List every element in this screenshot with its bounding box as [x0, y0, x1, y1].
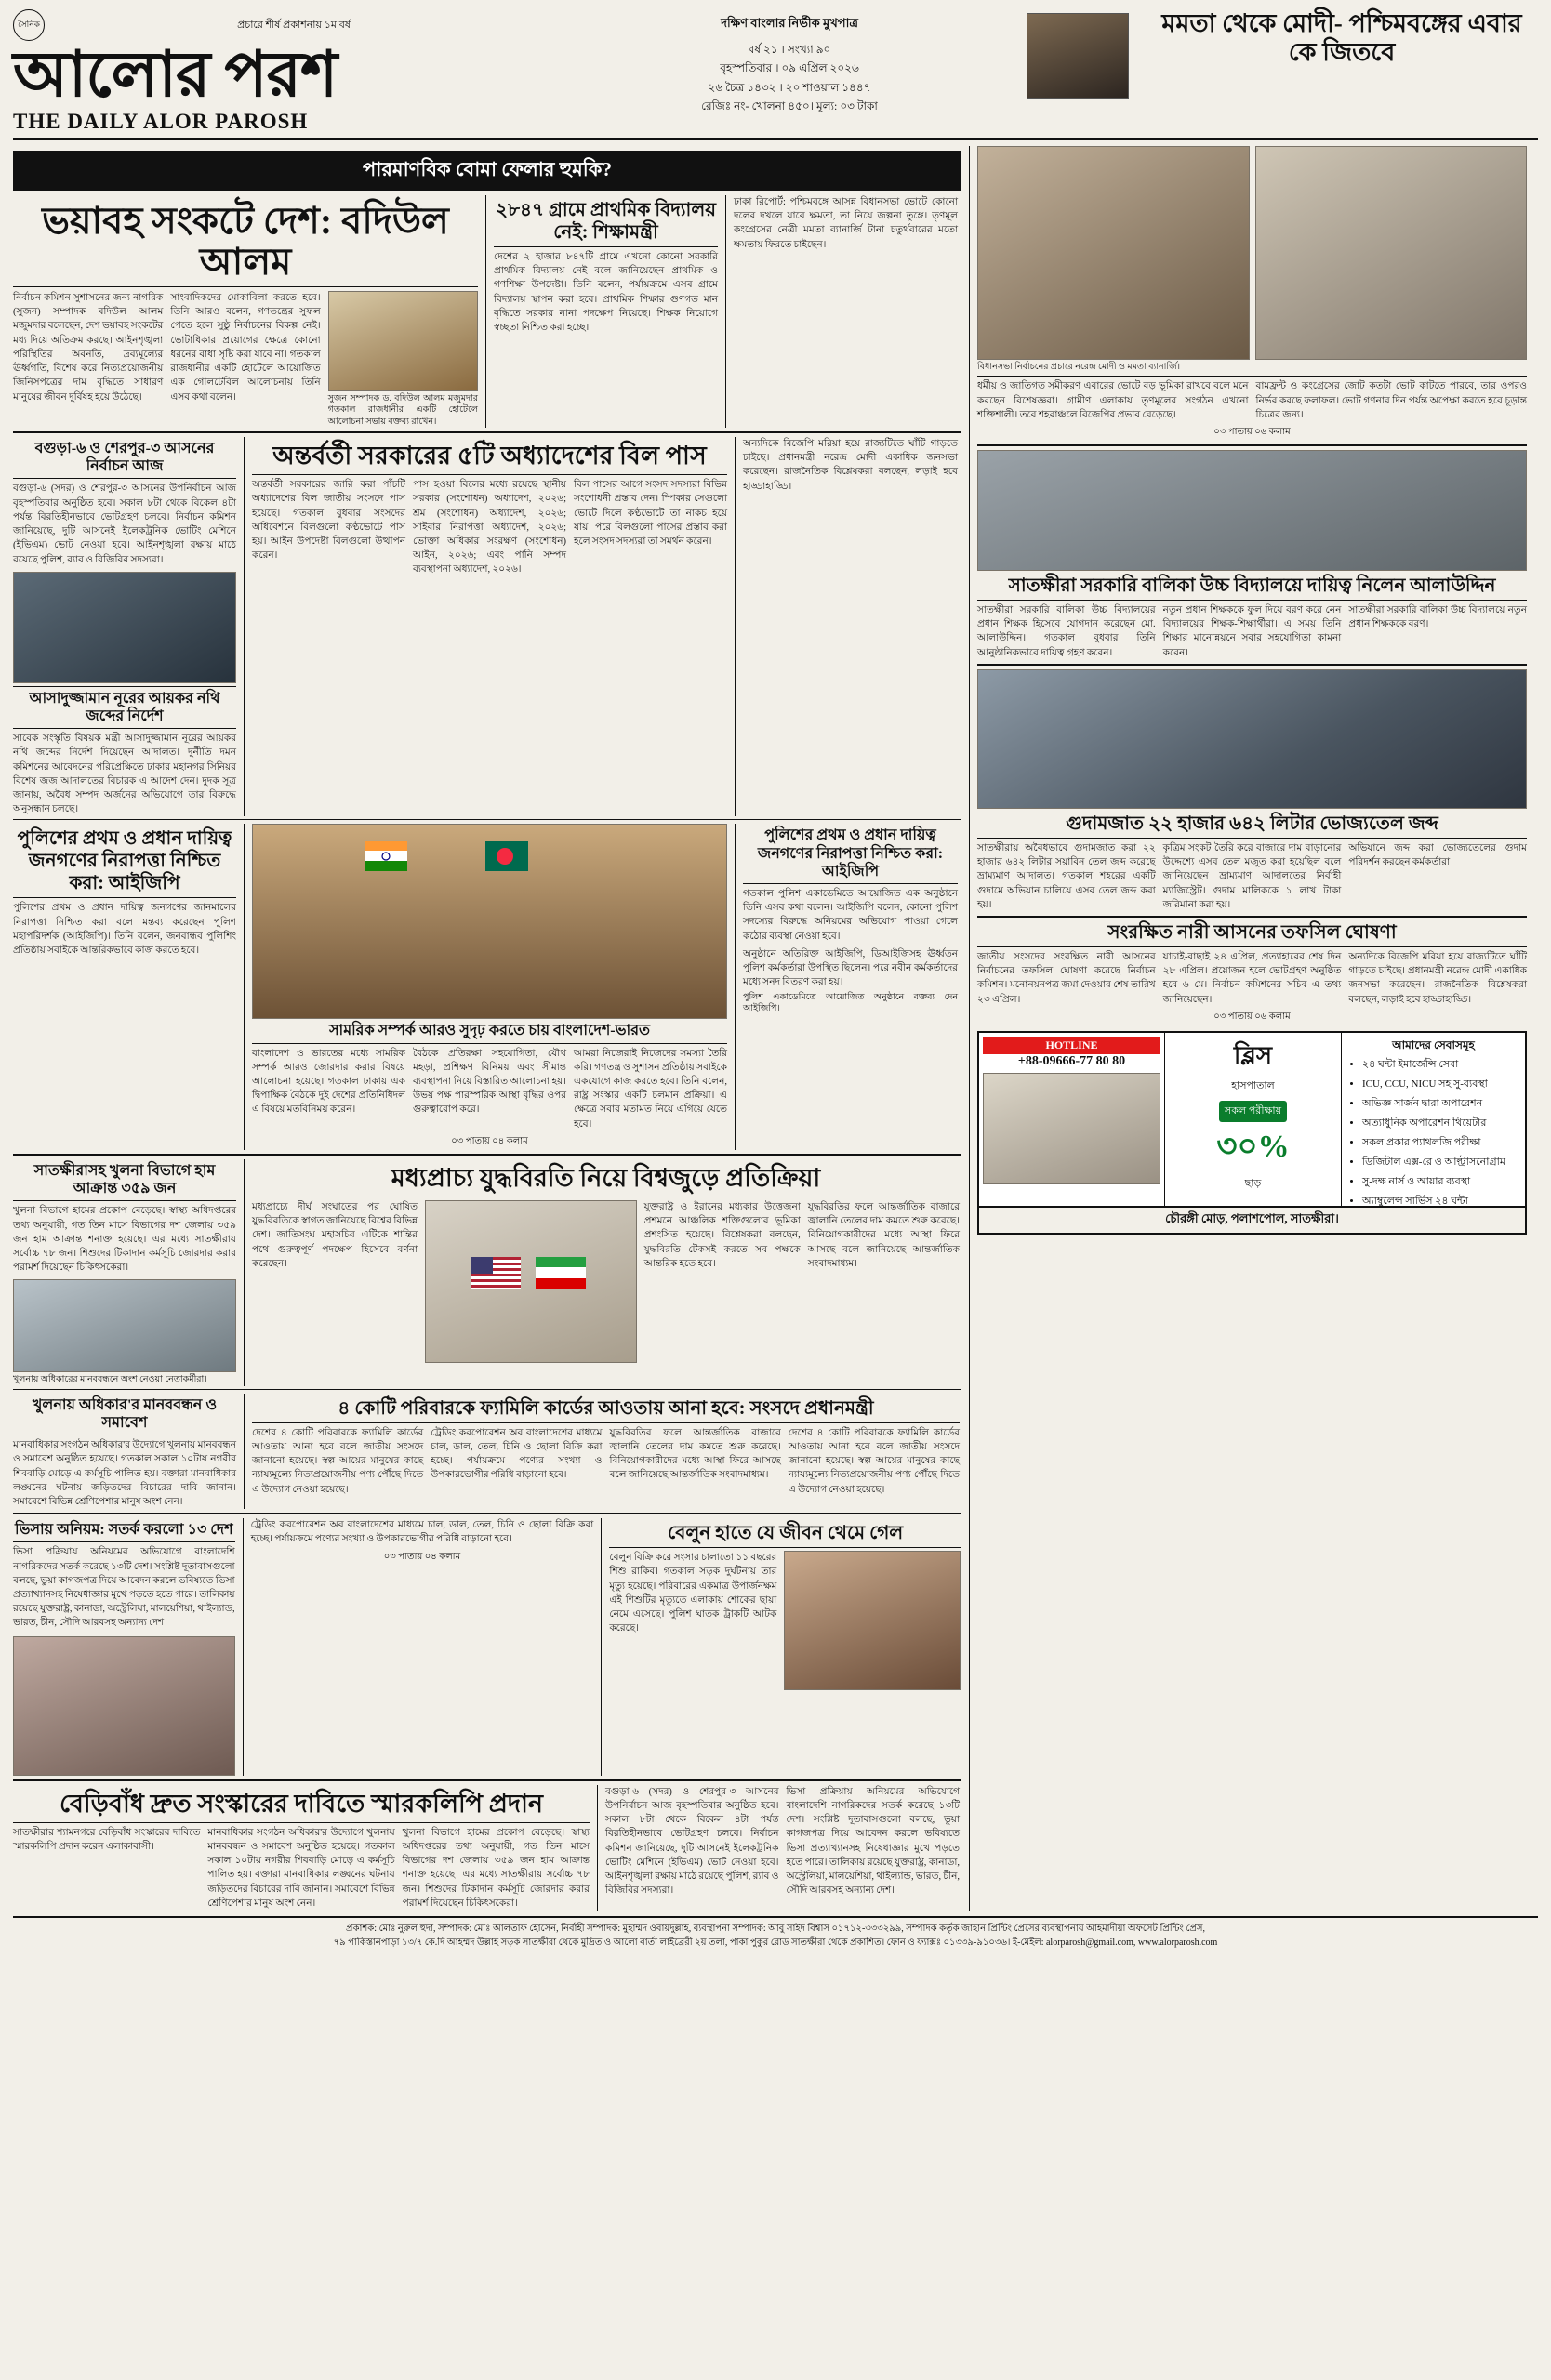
right-lead-text	[725, 195, 958, 428]
ad-services-list	[1349, 1056, 1518, 1210]
iran-flag-icon	[536, 1257, 586, 1289]
embankment-col-1: সাতক্ষীরার শ্যামনগরে বেড়িবাঁধ সংস্কারের দাবিতে স্মারকলিপি প্রদান করেন এলাকাবাসী।	[13, 1827, 201, 1852]
footer-line-1: প্রকাশক: মোঃ নুরুল হুদা, সম্পাদক: মোঃ আলতাফ হোসেন, নির্বাহী সম্পাদক: মুহাম্মদ ওবায়দুল্লাহ, ব্যবস্থাপনা সম্পাদক: আবু সাইদ বিশ্বাস ০১৭১২-৩৩৩২৯৯, সম্পাদক কর্তৃক জাহান প্রিন্টিং প্রেসের ব্যবস্থাপনায় আহমাদীয়া অফসেট প্রিন্টিং প্রেস,	[346, 1924, 1205, 1935]
reserved-tail: ০৩ পাতায় ০৬ কলাম	[1213, 1011, 1291, 1022]
police-sub-headline: পুলিশের প্রথম ও প্রধান দায়িত্ব জনগণের নিরাপত্তা নিশ্চিত করা: আইজিপি	[757, 827, 944, 879]
mideast-story	[244, 1159, 960, 1386]
measles-headline: সাতক্ষীরাসহ খুলনা বিভাগে হাম আক্রান্ত ৩৫৯ জন	[33, 1162, 216, 1197]
india-bangladesh-story	[244, 824, 727, 1150]
ad-brand-block	[1165, 1033, 1342, 1206]
visa-headline: ভিসায় অনিয়ম: সতর্ক করলো ১৩ দেশ	[14, 1522, 233, 1539]
masthead-tagline: দক্ষিণ বাংলার নির্ভীক মুখপাত্র	[721, 16, 858, 30]
masthead-date: বৃহস্পতিবার । ০৯ এপ্রিল ২০২৬	[720, 61, 859, 75]
bangladesh-flag-icon	[485, 841, 528, 871]
masthead-title-bn: আলোর পরশ	[13, 39, 338, 110]
family-extra-body: ট্রেডিং করপোরেশন অব বাংলাদেশের মাধ্যমে চাল, ডাল, তেল, চিনি ও ছোলা বিক্রি করা হচ্ছে। পর্যায়ক্রমে পণ্যের সংখ্যা ও উপকারভোগীর পরিধি বাড়ানো হবে।	[250, 1520, 594, 1545]
visa-story	[13, 1518, 235, 1776]
lead-col-2: সাংবাদিকদের মোকাবিলা করতে হবে। তিনি আরও বলেন, গণতন্ত্রের সুফল পেতে হলে সুষ্ঠু নির্বাচনের বিকল্প নেই। ভোটাধিকার প্রয়োগের ক্ষেত্রে কোনো ধরনের বাধা সৃষ্টি করা যাবে না। গতকাল রাজধানীর একটি হোটেলে আয়োজিত এক গোলটেবিল আলোচনায় তিনি এসব কথা বলেন।	[170, 293, 321, 403]
police-col-3: অনুষ্ঠানে অতিরিক্ত আইজিপি, ডিআইজিসহ ঊর্ধ্বতন পুলিশ কর্মকর্তারা উপস্থিত ছিলেন। পরে নবীন কর্মকর্তাদের মধ্যে সনদ বিতরণ করা হয়।	[743, 948, 958, 988]
satkhira-school-headline: সাতক্ষীরা সরকারি বালিকা উচ্চ বিদ্যালয়ে দায়িত্ব নিলেন আলাউদ্দিন	[1008, 575, 1496, 596]
india-col-1: বাংলাদেশ ও ভারতের মধ্যে সামরিক সম্পর্ক আরও জোরদার করার বিষয়ে আলোচনা হয়েছে। গতকাল ঢাকায় এক দ্বিপাক্ষিক বৈঠকে দুই দেশের প্রতিনিধিদল এ বিষয়ে মতবিনিময় করেন।	[252, 1048, 405, 1116]
wb-photo-caption: বিধানসভা নির্বাচনের প্রচারে নরেন্দ্র মোদী ও মমতা ব্যানার্জি।	[977, 363, 1181, 372]
wb-election-photos	[977, 146, 1527, 360]
women-group-photo	[13, 1636, 235, 1776]
india-flag-icon	[365, 841, 407, 871]
bogura-body: বগুড়া-৬ (সদর) ও শেরপুর-৩ আসনের উপনির্বাচন আজ বৃহস্পতিবার অনুষ্ঠিত হবে। সকাল ৮টা থেকে বিকেল ৪টা পর্যন্ত বিরতিহীনভাবে ভোটগ্রহণ চলবে। নির্বাচন কমিশন জানিয়েছে, দুটি আসনেই ইলেকট্রনিক ভোটিং মেশিনে (ইভিএম) ভোট নেওয়া হবে। আইনশৃঙ্খলা রক্ষায় মাঠে রয়েছে পুলিশ, র‍্যাব ও বিজিবির সদস্যরা।	[13, 483, 236, 565]
embankment-headline: বেড়িবাঁধ দ্রুত সংস্কারের দাবিতে স্মারকলিপি প্রদান	[59, 1789, 544, 1818]
right-lead-col-1: ঢাকা রিপোর্ট: পশ্চিমবঙ্গে আসন্ন বিধানসভা ভোটে কোনো দলের দখলে যাবে ক্ষমতা, তা নিয়ে জল্পনা তুঙ্গে। তৃণমূল কংগ্রেসের নেত্রী মমতা ব্যানার্জি টানা চতুর্থবারের মতো ক্ষমতায় ফিরতে চাইছেন।	[734, 197, 958, 250]
lead-story	[13, 195, 478, 428]
india-col-2: বৈঠকে প্রতিরক্ষা সহযোগিতা, যৌথ মহড়া, প্রশিক্ষণ বিনিময় এবং সীমান্ত ব্যবস্থাপনা নিয়ে বিস্তারিত আলোচনা হয়। উভয় পক্ষ পারস্পরিক আস্থা বৃদ্ধির ওপর গুরুত্বারোপ করে।	[413, 1048, 566, 1116]
masthead-top-strip	[13, 9, 552, 41]
usa-flag-icon	[471, 1257, 521, 1289]
ad-discount-sub: ছাড়	[1244, 1177, 1262, 1189]
family-card-headline: ৪ কোটি পরিবারকে ফ্যামিলি কার্ডের আওতায় আনা হবে: সংসদে প্রধানমন্ত্রী	[338, 1397, 874, 1419]
left-column	[13, 437, 236, 816]
police-col-1: পুলিশের প্রথম ও প্রধান দায়িত্ব জনগণের জানমালের নিরাপত্তা নিশ্চিত করা বলে মন্তব্য করেছেন পুলিশ মহাপরিদর্শক (আইজিপি)। তিনি বলেন, জনবান্ধব পুলিশিং প্রতিষ্ঠায় সবাইকে আন্তরিকভাবে কাজ করতে হবে।	[13, 903, 236, 957]
top-right-headline: মমতা থেকে মোদী- পশ্চিমবঙ্গের এবার কে জিতবে	[1161, 9, 1522, 67]
ordinance-col-3: বিল পাসের আগে সংসদ সদস্যরা বিভিন্ন সংশোধনী প্রস্তাব দেন। স্পিকার সেগুলো ভোটে দিলে কণ্ঠভোটে তা নাকচ হয়ে যায়। পরে বিলগুলো পাসের প্রস্তাব করা হলে সংসদ সদস্যরা তা সমর্থন করেন।	[574, 480, 727, 547]
alert-banner: পারমাণবিক বোমা ফেলার হুমকি?	[13, 151, 961, 191]
family-card-extra	[243, 1518, 594, 1776]
oil-seizure-photo	[977, 669, 1527, 809]
masthead-portrait	[1027, 9, 1138, 134]
mideast-col-3: যুদ্ধবিরতির ফলে আন্তর্জাতিক বাজারে জ্বালানি তেলের দাম কমতে শুরু করেছে। বিনিয়োগকারীদের মধ্যে আস্থা ফিরে আসছে বলে জানিয়েছে আন্তর্জাতিক সংবাদমাধ্যম।	[807, 1201, 960, 1269]
india-bangladesh-caption: সামরিক সম্পর্ক আরও সুদৃঢ় করতে চায় বাংলাদেশ-ভারত	[328, 1023, 651, 1039]
usa-iran-flags-photo	[425, 1200, 637, 1363]
ad-building-image	[983, 1073, 1160, 1184]
ad-discount-value: ৩০%	[1216, 1129, 1290, 1164]
oil-col-3: অভিযানে জব্দ করা ভোজ্যতেলের গুদাম পরিদর্শন করছেন কর্মকর্তারা।	[1348, 842, 1528, 868]
right-zone	[969, 146, 1527, 1911]
masthead-date-alt: ২৬ চৈত্র ১৪৩২ । ২০ শাওয়াল ১৪৪৭	[708, 80, 871, 94]
balloon-headline: বেলুন হাতে যে জীবন থেমে গেল	[668, 1523, 904, 1544]
masthead-seal: সৈনিক	[13, 9, 45, 41]
mideast-col-1: মধ্যপ্রাচ্যে দীর্ঘ সংঘাতের পর ঘোষিত যুদ্ধবিরতিকে স্বাগত জানিয়েছে বিশ্বের বিভিন্ন দেশ। জাতিসংঘ মহাসচিব এটিকে শান্তির পথে গুরুত্বপূর্ণ পদক্ষেপ হিসেবে বর্ণনা করেছেন।	[252, 1201, 418, 1269]
boy-portrait-photo	[784, 1551, 961, 1690]
police-photo	[13, 572, 236, 683]
family-col-1: দেশের ৪ কোটি পরিবারকে ফ্যামিলি কার্ডের আওতায় আনা হবে বলে জাতীয় সংসদে জানানো হয়েছে। স্বল্প আয়ের মানুষের কাছে ন্যায্যমূল্যে নিত্যপ্রয়োজনীয় পণ্য পৌঁছে দিতে এ উদ্যোগ নেওয়া হয়েছে।	[252, 1427, 424, 1495]
measles-body: খুলনা বিভাগে হামের প্রকোপ বেড়েছে। স্বাস্থ্য অধিদপ্তরের তথ্য অনুযায়ী, গত তিন মাসে বিভাগের দশ জেলায় ৩৫৯ জন হাম আক্রান্ত শনাক্ত হয়েছে। এর মধ্যে সাতক্ষীরায় সর্বোচ্চ ৭৮ জন। শিশুদের টিকাদান কর্মসূচি জোরদার করার পরামর্শ দিয়েছেন চিকিৎসকেরা।	[13, 1206, 236, 1274]
khulna-rights-story	[13, 1394, 236, 1509]
main-grid	[13, 146, 1538, 1911]
nur-headline: আসাদুজ্জামান নূরের আয়কর নথি জব্দের নির্দেশ	[29, 690, 220, 724]
mamata-photo	[1255, 146, 1528, 360]
masthead-meta-block	[552, 9, 1027, 134]
lead-col-3	[328, 291, 478, 428]
khulna-rally-caption: খুলনায় অধিকারের মানববন্ধনে অংশ নেওয়া নেতাকর্মীরা।	[13, 1375, 207, 1385]
ad-service-item: • অ্যাম্বুলেন্স সার্ভিস ২৪ ঘন্টা	[1362, 1193, 1518, 1210]
police-story	[13, 824, 236, 1150]
nur-body: সাবেক সংস্কৃতি বিষয়ক মন্ত্রী আসাদুজ্জামান নূরের আয়কর নথি জব্দের নির্দেশ দিয়েছেন আদালত। দুর্নীতি দমন কমিশনের আবেদনের পরিপ্রেক্ষিতে ঢাকার মহানগর সিনিয়র বিশেষ জজ আদালতের বিচারক এ আদেশ দেন। দুদক সূত্র জানায়, অবৈধ সম্পদ অর্জনের অভিযোগে তার বিরুদ্ধে অনুসন্ধান চলছে।	[13, 734, 236, 815]
visa-body: ভিসা প্রক্রিয়ায় অনিয়মের অভিযোগে বাংলাদেশি নাগরিকদের সতর্ক করেছে ১৩টি দেশ। সংশ্লিষ্ট দূতাবাসগুলো বলছে, ভুয়া কাগজপত্র দিয়ে আবেদন করলে ভবিষ্যতে ভিসা প্রত্যাখ্যানসহ নিষেধাজ্ঞার মুখে পড়তে হতে পারে। তালিকায় রয়েছে যুক্তরাষ্ট্র, কানাডা, অস্ট্রেলিয়া, মালয়েশিয়া, থাইল্যান্ড, ভারত, চীন, সৌদি আরবসহ অন্যান্য দেশ।	[13, 1547, 235, 1629]
india-tail: ০৩ পাতায় ০৪ কলাম	[451, 1135, 528, 1146]
left-center-zone	[13, 146, 961, 1911]
masthead-right-headline-block	[1138, 9, 1538, 134]
page-footer	[13, 1916, 1538, 1950]
family-col-2: ট্রেডিং করপোরেশন অব বাংলাদেশের মাধ্যমে চাল, ডাল, তেল, চিনি ও ছোলা বিক্রি করা হচ্ছে। পর্যায়ক্রমে পণ্যের সংখ্যা ও উপকারভোগীর পরিধি বাড়ানো হবে।	[431, 1427, 603, 1481]
ad-service-item: • ২৪ ঘন্টা ইমার্জেন্সি সেবা	[1362, 1056, 1518, 1074]
family-card-story	[244, 1394, 960, 1509]
lead-col-1: নির্বাচন কমিশন সুশাসনের জন্য নাগরিক (সুজন) সম্পাদক বদিউল আলম মজুমদার বলেছেন, দেশ ভয়াবহ সংকটের মধ্য দিয়ে অতিক্রম করছে। আইনশৃঙ্খলা পরিস্থিতির অবনতি, দ্রব্যমূল্যের ঊর্ধ্বগতি, বিশেষ করে নিত্যপ্রয়োজনীয় জিনিসপত্রের দাম বৃদ্ধিতে সাধারণ মানুষের জীবন দুর্বিষহ হয়ে উঠেছে।	[13, 293, 164, 403]
bogura-headline: বগুড়া-৬ ও শেরপুর-৩ আসনের নির্বাচন আজ	[34, 441, 215, 475]
right-lead-text-2	[735, 437, 958, 816]
reserved-col-2: যাচাই-বাছাই ২৪ এপ্রিল, প্রত্যাহারের শেষ দিন ২৮ এপ্রিল। প্রয়োজন হলে ভোটগ্রহণ অনুষ্ঠিত হবে ৬ মে। নির্বাচন কমিশনের সচিব এ তথ্য জানিয়েছেন।	[1162, 951, 1342, 1005]
wb-tail: ০৩ পাতায় ০৬ কলাম	[1213, 427, 1291, 437]
masthead-title-en: THE DAILY ALOR PAROSH	[13, 110, 309, 133]
mideast-photo-wrap	[425, 1200, 637, 1363]
lead-headline: ভয়াবহ সংকটে দেশ: বদিউল আলম	[42, 200, 449, 283]
mideast-headline: মধ্যপ্রাচ্য যুদ্ধবিরতি নিয়ে বিশ্বজুড়ে প্রতিক্রিয়া	[391, 1163, 821, 1192]
oil-headline: গুদামজাত ২২ হাজার ৬৪২ লিটার ভোজ্যতেল জব্দ	[1066, 813, 1438, 834]
ad-service-item: • অত্যাধুনিক অপারেশন থিয়েটার	[1362, 1115, 1518, 1132]
masthead-volume: বর্ষ ২১ । সংখ্যা ৯০	[748, 43, 831, 56]
school-handover-photo	[977, 450, 1527, 571]
wb-body-col-2: বামফ্রন্ট ও কংগ্রেসের জোট কতটা ভোট কাটতে পারবে, তার ওপরও নির্ভর করছে ফলাফল। ভোট গণনার দিন পর্যন্ত অপেক্ষা করতে হবে চূড়ান্ত চিত্রের জন্য।	[1255, 381, 1527, 420]
wb-body-col-1: ধর্মীয় ও জাতিগত সমীকরণ এবারের ভোটে বড় ভূমিকা রাখবে বলে মনে করছেন বিশেষজ্ঞরা। গ্রামীণ এলাকায় তৃণমূলের সংগঠন এখনো শক্তিশালী। তবে শহরাঞ্চলে বিজেপির প্রভাব বেড়েছে।	[977, 381, 1249, 420]
right-lead-col-2: অন্যদিকে বিজেপি মরিয়া হয়ে রাজ্যটিতে ঘাঁটি গাড়তে চাইছে। প্রধানমন্ত্রী নরেন্দ্র মোদী একাধিক জনসভা করেছেন। রাজনৈতিক বিশ্লেষকরা বলছেন, লড়াই হবে হাড্ডাহাড্ডি।	[743, 439, 958, 492]
lead-photo-1	[328, 291, 478, 391]
ad-brand-name: ব্লিস	[1233, 1041, 1273, 1069]
ad-contact-block	[979, 1033, 1165, 1206]
ad-hotline-label: HOTLINE	[983, 1037, 1160, 1054]
police-photo-caption: পুলিশ একাডেমিতে আয়োজিত অনুষ্ঠানে বক্তব্য দেন আইজিপি।	[743, 992, 958, 1013]
reserved-col-1: জাতীয় সংসদের সংরক্ষিত নারী আসনের নির্বাচনের তফসিল ঘোষণা করেছে নির্বাচন কমিশন। মনোনয়নপত্র জমা দেওয়ার শেষ তারিখ ২৩ এপ্রিল।	[977, 951, 1156, 1005]
ad-service-item: • সকল প্রকার প্যাথলজি পরীক্ষা	[1362, 1134, 1518, 1152]
family-col-4: দেশের ৪ কোটি পরিবারকে ফ্যামিলি কার্ডের আওতায় আনা হবে বলে জাতীয় সংসদে জানানো হয়েছে। স্বল্প আয়ের মানুষের কাছে ন্যায্যমূল্যে নিত্যপ্রয়োজনীয় পণ্য পৌঁছে দিতে এ উদ্যোগ নেওয়া হয়েছে।	[788, 1427, 960, 1495]
ordinance-story	[244, 437, 727, 816]
masthead-logo-block	[13, 9, 552, 134]
masthead-registration: রেজিঃ নং- খোলনা ৪৫০। মূল্য: ০৩ টাকা	[701, 99, 878, 113]
education-body: দেশের ২ হাজার ৮৪৭টি গ্রামে এখনো কোনো সরকারি প্রাথমিক বিদ্যালয় নেই বলে জানিয়েছেন প্রাথমিক ও গণশিক্ষা উপদেষ্টা। তিনি বলেন, পর্যায়ক্রমে এসব গ্রামে বিদ্যালয় স্থাপন করা হবে। প্রাথমিক শিক্ষার গুণগত মান বৃদ্ধিতে সরকার নানা পদক্ষেপ নিয়েছে। শিক্ষক নিয়োগে স্বচ্ছতা নিশ্চিত করা হচ্ছে।	[494, 252, 718, 334]
ad-service-item: • অভিজ্ঞ সার্জন দ্বারা অপারেশন	[1362, 1095, 1518, 1113]
masthead-anniversary: প্রচারে শীর্ষ প্রকাশনায় ১ম বর্ষ	[237, 19, 351, 31]
ad-address: চৌরঙ্গী মোড়, পলাশপোল, সাতক্ষীরা।	[977, 1208, 1527, 1235]
education-story	[485, 195, 718, 428]
police-col-2-wrap	[735, 824, 958, 1150]
balloon-body: বেলুন বিক্রি করে সংসার চালাতো ১১ বছরের শিশু রাকিব। গতকাল সড়ক দুর্ঘটনায় তার মৃত্যু হয়েছে। পরিবারের একমাত্র উপার্জনক্ষম এই শিশুটির মৃত্যুতে এলাকায় শোকের ছায়া নেমে এসেছে। পুলিশ ঘাতক ট্রাকটি আটক করেছে।	[609, 1553, 777, 1634]
reserved-seats-headline: সংরক্ষিত নারী আসনের তফসিল ঘোষণা	[1107, 921, 1397, 943]
satkhira-col-3: সাতক্ষীরা সরকারি বালিকা উচ্চ বিদ্যালয়ে নতুন প্রধান শিক্ষককে বরণ।	[1348, 605, 1528, 630]
measles-story	[13, 1159, 236, 1386]
ad-services-title: আমাদের সেবাসমূহ	[1392, 1038, 1475, 1051]
ad-phone-number[interactable]: +88-09666-77 80 80	[1017, 1053, 1126, 1068]
lead-col-3-cont: আমরা নিজেরাই নিজেদের সমস্যা তৈরি করি। গণতন্ত্র ও সুশাসন প্রতিষ্ঠায় সবাইকে একযোগে কাজ করতে হবে। তিনি বলেন, রাষ্ট্র সংস্কার একটি চলমান প্রক্রিয়া। এ ক্ষেত্রে সবার মতামত নিয়ে এগিয়ে যেতে হবে।	[574, 1048, 727, 1130]
satkhira-col-1: সাতক্ষীরা সরকারি বালিকা উচ্চ বিদ্যালয়ের প্রধান শিক্ষক হিসেবে যোগদান করেছেন মো. আলাউদ্দিন। গতকাল বুধবার তিনি আনুষ্ঠানিকভাবে দায়িত্ব গ্রহণ করেন।	[977, 605, 1156, 658]
oil-col-1: সাতক্ষীরায় অবৈধভাবে গুদামজাত করা ২২ হাজার ৬৪২ লিটার সয়াবিন তেল জব্দ করেছে ভ্রাম্যমাণ আদালত। গতকাল শহরের একটি গুদামে অভিযান চালিয়ে এসব তেল জব্দ করা হয়।	[977, 842, 1156, 910]
embankment-col-2: মানবাধিকার সংগঠন অধিকার'র উদ্যোগে খুলনায় মানববন্ধন ও সমাবেশ অনুষ্ঠিত হয়েছে। গতকাল সকাল ১০টায় নগরীর শিববাড়ি মোড়ে এ কর্মসূচি পালিত হয়। বক্তারা মানবাধিকার লঙ্ঘনের ঘটনায় জড়িতদের বিচারের দাবি জানান। সমাবেশে বিভিন্ন শ্রেণিপেশার মানুষ অংশ নেন।	[207, 1827, 395, 1909]
family-col-3: যুদ্ধবিরতির ফলে আন্তর্জাতিক বাজারে জ্বালানি তেলের দাম কমতে শুরু করেছে। বিনিয়োগকারীদের মধ্যে আস্থা ফিরে আসছে বলে জানিয়েছে আন্তর্জাতিক সংবাদমাধ্যম।	[609, 1427, 781, 1481]
masthead	[13, 9, 1538, 140]
lead-photo-1-caption: সুজন সম্পাদক ড. বদিউল আলম মজুমদার গতকাল রাজধানীর একটি হোটেলে আলোচনা সভায় বক্তব্য রাখেন।	[327, 394, 478, 427]
ad-service-item: • ICU, CCU, NICU সহ সু-ব্যবস্থা	[1362, 1076, 1518, 1093]
ordinance-headline: অন্তর্বর্তী সরকারের ৫টি অধ্যাদেশের বিল পাস	[272, 442, 707, 470]
hospital-advertisement[interactable]	[977, 1031, 1527, 1208]
ad-brand-subtitle: হাসপাতাল	[1231, 1079, 1275, 1091]
khulna-rights-headline: খুলনায় অধিকার'র মানববন্ধন ও সমাবেশ	[32, 1396, 218, 1431]
embankment-col-5: ভিসা প্রক্রিয়ায় অনিয়মের অভিযোগে বাংলাদেশি নাগরিকদের সতর্ক করেছে ১৩টি দেশ। সংশ্লিষ্ট দূতাবাসগুলো বলছে, ভুয়া কাগজপত্র দিয়ে আবেদন করলে ভবিষ্যতে ভিসা প্রত্যাখ্যানসহ নিষেধাজ্ঞার মুখে পড়তে হতে পারে। তালিকায় রয়েছে যুক্তরাষ্ট্র, কানাডা, অস্ট্রেলিয়া, মালয়েশিয়া, থাইল্যান্ড, ভারত, চীন, সৌদি আরবসহ অন্যান্য দেশ।	[786, 1786, 960, 1897]
ad-discount-heading: সকল পরীক্ষায়	[1219, 1101, 1287, 1122]
mideast-col-2: যুক্তরাষ্ট্র ও ইরানের মধ্যকার উত্তেজনা প্রশমনে আঞ্চলিক শক্তিগুলোর ভূমিকা প্রশংসিত হয়েছে। বিশ্লেষকরা বলছেন, যুদ্ধবিরতি টেকসই করতে সব পক্ষকে আন্তরিক হতে হবে।	[643, 1201, 801, 1269]
family-tail: ০৩ পাতায় ০৪ কলাম	[383, 1551, 461, 1562]
footer-line-2: ৭৯ পাকিস্তানপাড়া ১৩/৭ কে.দি আহম্মদ উল্লাহ সড়ক সাতক্ষীরা থেকে মুদ্রিত ও আলো বার্তা লাইব্রেরী ২য় তলা, পাকা পুকুর রোড সাতক্ষীরা থেকে প্রকাশিত। ফোন ও ফ্যাক্সঃ ০১৩৩৯-৯১০৩৬। ই-মেইল: alorparosh@gmail.com, www.alorparosh.com	[333, 1937, 1218, 1949]
embankment-story	[13, 1785, 590, 1911]
embankment-col-4: বগুড়া-৬ (সদর) ও শেরপুর-৩ আসনের উপনির্বাচন আজ বৃহস্পতিবার অনুষ্ঠিত হবে। সকাল ৮টা থেকে বিকেল ৪টা পর্যন্ত বিরতিহীনভাবে ভোটগ্রহণ চলবে। নির্বাচন কমিশন জানিয়েছে, দুটি আসনেই ইলেকট্রনিক ভোটিং মেশিনে (ইভিএম) ভোট নেওয়া হবে। আইনশৃঙ্খলা রক্ষায় মাঠে রয়েছে পুলিশ, র‍্যাব ও বিজিবির সদস্যরা।	[605, 1786, 779, 1897]
ordinance-col-2: পাস হওয়া বিলের মধ্যে রয়েছে স্থানীয় সরকার (সংশোধন) অধ্যাদেশ, ২০২৬; শ্রম (সংশোধন) অধ্যাদেশ, ২০২৬; সাইবার নিরাপত্তা অধ্যাদেশ, ২০২৬; ভোক্তা অধিকার সংরক্ষণ (সংশোধন) আইন, ২০২৬; এবং পানি সম্পদ ব্যবস্থাপনা অধ্যাদেশ, ২০২৬।	[413, 480, 566, 575]
balloon-story	[601, 1518, 961, 1776]
editor-portrait-image	[1027, 13, 1129, 99]
oil-col-2: কৃত্রিম সংকট তৈরি করে বাজারে দাম বাড়ানোর উদ্দেশ্যে এসব তেল মজুত করা হয়েছিল বলে জানিয়েছেন ভ্রাম্যমাণ আদালতের নির্বাহী ম্যাজিস্ট্রেট। গুদাম মালিককে ১ লাখ টাকা জরিমানা করা হয়।	[1162, 842, 1342, 910]
india-bangladesh-photo	[252, 824, 727, 1019]
embankment-col-3: খুলনা বিভাগে হামের প্রকোপ বেড়েছে। স্বাস্থ্য অধিদপ্তরের তথ্য অনুযায়ী, গত তিন মাসে বিভাগের দশ জেলায় ৩৫৯ জন হাম আক্রান্ত শনাক্ত হয়েছে। এর মধ্যে সাতক্ষীরায় সর্বোচ্চ ৭৮ জন। শিশুদের টিকাদান কর্মসূচি জোরদার করার পরামর্শ দিয়েছেন চিকিৎসকেরা।	[402, 1827, 590, 1909]
khulna-rights-body: মানবাধিকার সংগঠন অধিকার'র উদ্যোগে খুলনায় মানববন্ধন ও সমাবেশ অনুষ্ঠিত হয়েছে। গতকাল সকাল ১০টায় নগরীর শিববাড়ি মোড়ে এ কর্মসূচি পালিত হয়। বক্তারা মানবাধিকার লঙ্ঘনের ঘটনায় জড়িতদের বিচারের দাবি জানান। সমাবেশে বিভিন্ন শ্রেণিপেশার মানুষ অংশ নেন।	[13, 1440, 236, 1507]
ordinance-col-1: অন্তর্বর্তী সরকারের জারি করা পাঁচটি অধ্যাদেশের বিল জাতীয় সংসদে পাস হয়েছে। গতকাল বুধবার সংসদের অধিবেশনে বিলগুলো কণ্ঠভোটে পাস হয়। আইন উপদেষ্টা বিলগুলো উত্থাপন করেন।	[252, 480, 405, 562]
ad-services-block	[1342, 1033, 1525, 1206]
police-headline: পুলিশের প্রথম ও প্রধান দায়িত্ব জনগণের নিরাপত্তা নিশ্চিত করা: আইজিপি	[17, 828, 232, 894]
embankment-extra	[597, 1785, 960, 1911]
modi-photo	[977, 146, 1250, 360]
khulna-rally-photo	[13, 1279, 236, 1372]
ad-service-item: • ডিজিটাল এক্স-রে ও আল্ট্রাসনোগ্রাম	[1362, 1154, 1518, 1171]
ad-service-item: • সু-দক্ষ নার্স ও আয়ার ব্যবস্থা	[1362, 1173, 1518, 1191]
education-headline: ২৮৪৭ গ্রামে প্রাথমিক বিদ্যালয় নেই: শিক্ষামন্ত্রী	[495, 200, 717, 243]
police-col-2: গতকাল পুলিশ একাডেমিতে আয়োজিত এক অনুষ্ঠানে তিনি এসব কথা বলেন। আইজিপি বলেন, কোনো পুলিশ সদস্যের বিরুদ্ধে অনিয়মের অভিযোগ পাওয়া গেলে কঠোর ব্যবস্থা নেওয়া হবে।	[743, 888, 958, 942]
satkhira-col-2: নতুন প্রধান শিক্ষককে ফুল দিয়ে বরণ করে নেন বিদ্যালয়ের শিক্ষক-শিক্ষার্থীরা। এ সময় তিনি শিক্ষার মানোন্নয়নে সবার সহযোগিতা কামনা করেন।	[1162, 605, 1342, 658]
reserved-col-3: অন্যদিকে বিজেপি মরিয়া হয়ে রাজ্যটিতে ঘাঁটি গাড়তে চাইছে। প্রধানমন্ত্রী নরেন্দ্র মোদী একাধিক জনসভা করেছেন। রাজনৈতিক বিশ্লেষকরা বলছেন, লড়াই হবে হাড্ডাহাড্ডি।	[1348, 951, 1528, 1005]
